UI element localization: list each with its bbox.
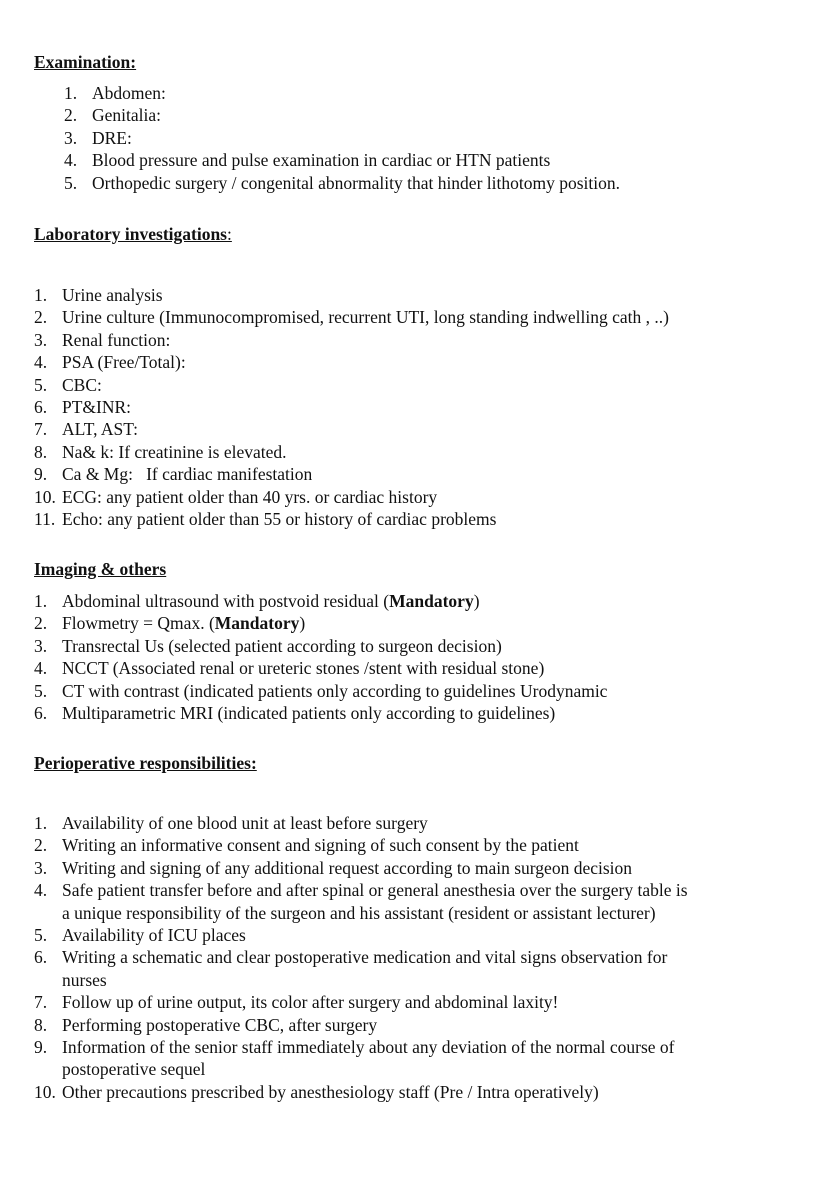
list-item <box>34 351 669 373</box>
item-text-continuation: postoperative sequel <box>62 1059 206 1080</box>
item-number: 5. <box>34 374 48 395</box>
list-item <box>34 1081 688 1103</box>
list-item <box>34 924 688 946</box>
item-text: Availability of ICU places <box>62 925 246 946</box>
item-number: 4. <box>34 658 48 679</box>
item-text: Na& k: If creatinine is elevated. <box>62 441 287 462</box>
list-item <box>34 857 688 879</box>
item-number: 3. <box>64 127 78 148</box>
item-number: 1. <box>64 83 78 103</box>
list-item <box>34 991 688 1013</box>
list-item <box>34 284 669 306</box>
item-text: Renal function: <box>62 329 171 350</box>
list-item <box>64 172 620 194</box>
item-text: PSA (Free/Total): <box>62 352 186 373</box>
item-text: Writing an informative consent and signing of such consent by the patient <box>62 835 579 856</box>
list-item <box>34 441 669 463</box>
list-item <box>64 127 620 149</box>
item-number: 5. <box>34 680 48 701</box>
item-text: Blood pressure and pulse examination in cardiac or HTN patients <box>92 150 551 171</box>
perioperative-list <box>34 812 688 1103</box>
laboratory-list <box>34 284 669 530</box>
list-item <box>34 418 669 440</box>
list-item <box>34 879 688 924</box>
item-text: Abdominal ultrasound with postvoid residual (Mandatory) <box>62 591 480 611</box>
item-text: ALT, AST: <box>62 419 138 440</box>
item-number: 4. <box>64 150 78 171</box>
item-number: 10. <box>34 486 56 507</box>
item-text: Orthopedic surgery / congenital abnormality that hinder lithotomy position. <box>92 172 620 193</box>
list-item <box>34 374 669 396</box>
item-text: Transrectal Us (selected patient according to surgeon decision) <box>62 635 502 656</box>
item-text: Information of the senior staff immediately about any deviation of the normal course of <box>62 1037 675 1058</box>
item-text: ECG: any patient older than 40 yrs. or cardiac history <box>62 486 438 507</box>
item-text: Writing and signing of any additional request according to main surgeon decision <box>62 857 633 878</box>
item-text: Availability of one blood unit at least before surgery <box>62 813 428 833</box>
item-text: Ca & Mg: If cardiac manifestation <box>62 464 313 485</box>
item-text: Abdomen: <box>92 83 166 103</box>
item-number: 5. <box>34 925 48 946</box>
list-item <box>34 1036 688 1081</box>
list-item <box>34 396 669 418</box>
list-item <box>34 508 669 530</box>
item-text: Writing a schematic and clear postoperative medication and vital signs observation for <box>62 947 668 968</box>
item-number: 7. <box>34 992 48 1013</box>
item-number: 10. <box>34 1081 56 1102</box>
list-item <box>34 329 669 351</box>
item-text-continuation: a unique responsibility of the surgeon and his assistant (resident or assistant lecturer) <box>62 902 656 923</box>
item-number: 1. <box>34 813 48 833</box>
item-number: 4. <box>34 352 48 373</box>
item-text: NCCT (Associated renal or ureteric stones /stent with residual stone) <box>62 658 545 679</box>
perioperative-heading-text: Perioperative responsibilities: <box>34 753 257 773</box>
item-number: 3. <box>34 635 48 656</box>
list-item <box>34 486 669 508</box>
item-text-continuation: nurses <box>62 969 107 990</box>
list-item <box>34 834 688 856</box>
item-number: 4. <box>34 880 48 901</box>
item-text: Performing postoperative CBC, after surgery <box>62 1014 378 1035</box>
item-number: 9. <box>34 464 48 485</box>
list-item <box>64 82 620 104</box>
list-item <box>34 1014 688 1036</box>
item-text: DRE: <box>92 127 132 148</box>
item-number: 8. <box>34 441 48 462</box>
item-number: 1. <box>34 285 48 305</box>
list-item <box>34 463 669 485</box>
list-item <box>34 812 688 834</box>
item-number: 1. <box>34 591 48 611</box>
item-number: 6. <box>34 703 48 724</box>
list-item <box>34 657 607 679</box>
item-text: Flowmetry = Qmax. (Mandatory) <box>62 613 306 634</box>
item-text: Urine culture (Immunocompromised, recurrent UTI, long standing indwelling cath , ..) <box>62 307 669 328</box>
item-text: Safe patient transfer before and after spinal or general anesthesia over the surgery table is <box>62 880 688 901</box>
item-number: 6. <box>34 397 48 418</box>
list-item <box>34 702 607 724</box>
list-item <box>34 306 669 328</box>
item-number: 9. <box>34 1037 48 1058</box>
list-item <box>64 149 620 171</box>
item-number: 11. <box>34 509 56 530</box>
imaging-list <box>34 590 608 724</box>
item-text: Urine analysis <box>62 285 163 305</box>
item-number: 8. <box>34 1014 48 1035</box>
item-text: CT with contrast (indicated patients only according to guidelines Urodynamic <box>62 680 608 701</box>
item-number: 6. <box>34 947 48 968</box>
laboratory-heading-text: Laboratory investigations <box>34 224 227 244</box>
item-text: Multiparametric MRI (indicated patients only according to guidelines) <box>62 703 556 724</box>
laboratory-heading-suffix: : <box>227 224 232 244</box>
examination-heading-text: Examination: <box>34 52 137 72</box>
item-number: 2. <box>34 835 48 856</box>
item-number: 3. <box>34 329 48 350</box>
item-number: 3. <box>34 857 48 878</box>
item-number: 7. <box>34 419 48 440</box>
list-item <box>34 612 607 634</box>
item-text: Other precautions prescribed by anesthesiology staff (Pre / Intra operatively) <box>62 1081 599 1102</box>
item-number: 2. <box>34 613 48 634</box>
imaging-heading-text: Imaging & others <box>34 559 167 579</box>
item-number: 2. <box>34 307 48 328</box>
item-text: Genitalia: <box>92 105 162 126</box>
item-text: Echo: any patient older than 55 or history of cardiac problems <box>62 509 497 530</box>
item-text: PT&INR: <box>62 397 132 418</box>
examination-list <box>64 82 620 194</box>
item-text: CBC: <box>62 374 102 395</box>
list-item <box>34 946 688 991</box>
item-text: Follow up of urine output, its color after surgery and abdominal laxity! <box>62 992 559 1013</box>
item-number: 2. <box>64 105 78 126</box>
list-item <box>34 635 607 657</box>
examination-heading <box>34 51 136 73</box>
perioperative-heading <box>34 752 257 774</box>
item-number: 5. <box>64 172 78 193</box>
imaging-heading <box>34 558 166 580</box>
list-item <box>34 590 607 612</box>
laboratory-heading <box>34 223 232 245</box>
list-item <box>64 104 620 126</box>
list-item <box>34 680 608 702</box>
